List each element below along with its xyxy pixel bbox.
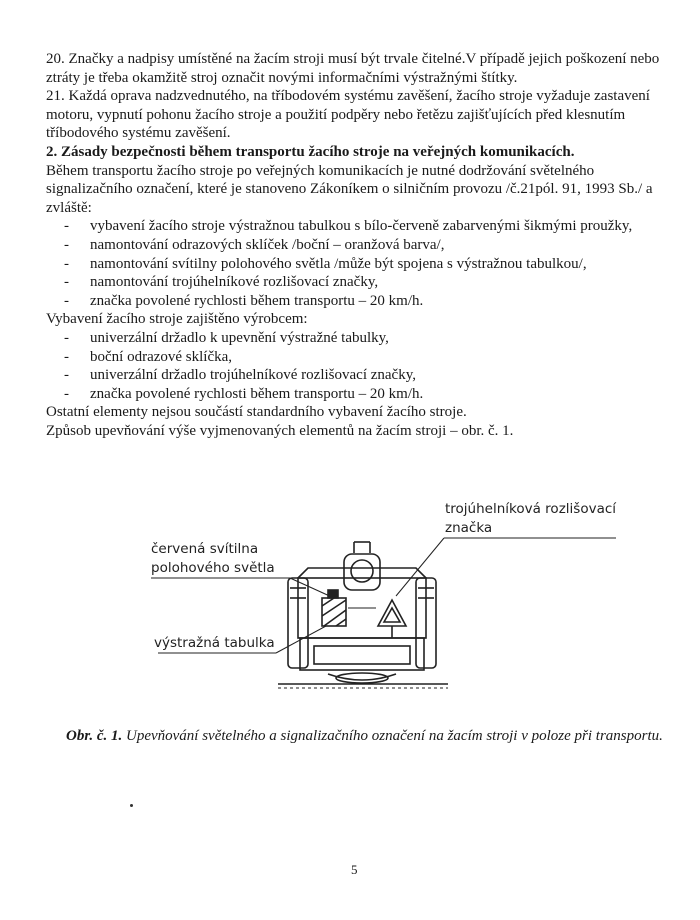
label-triangle-sign-line-2: značka [445, 520, 493, 536]
equipment-intro: Vybavení žacího stroje zajištěno výrobcem: [46, 311, 308, 328]
closing-line-1: Ostatní elementy nejsou součástí standardního vybavení žacího stroje. [46, 404, 467, 421]
mower-drawing [148, 498, 648, 713]
list-item: - boční odrazové sklíčka, [46, 348, 666, 367]
equipment-list [46, 329, 666, 403]
intro-paragraph: Během transportu žacího stroje po veřejných komunikacích je nutné dodržování světelného signalizačního označení, které je stanoveno Zákoníkem o silničním provozu /č.21pól. 91, 1993 Sb./ a zvláště: [46, 162, 653, 216]
list-item: - značka povolené rychlosti během transportu – 20 km/h. [46, 292, 666, 311]
document-body [46, 50, 666, 440]
label-triangle-sign-line-1: trojúhelníková rozlišovací [445, 501, 617, 517]
stray-dot [130, 804, 133, 807]
paragraph-21: 21. Každá oprava nadzvednutého, na tříbodovém systému zavěšení, žacího stroje vyžaduje zastavení motoru, vypnutí pohonu žacího stroje a použití podpěry nebo řetězu zajišťujících před klesnutím tříbodového systému zavěšení. [46, 88, 650, 142]
section-heading: 2. Zásady bezpečnosti během transportu žacího stroje na veřejných komunikacích. [46, 143, 575, 160]
label-red-lamp-line-1: červená svítilna [151, 541, 259, 557]
list-item: - namontování trojúhelníkové rozlišovací značky, [46, 273, 666, 292]
list-item: - univerzální držadlo trojúhelníkové rozlišovací značky, [46, 366, 666, 385]
page-number: 5 [351, 862, 358, 877]
list-item: - namontování svítilny polohového světla /může být spojena s výstražnou tabulkou/, [46, 255, 666, 274]
closing-line-2: Způsob upevňování výše vyjmenovaných elementů na žacím stroji – obr. č. 1. [46, 422, 514, 439]
paragraph-20: 20. Značky a nadpisy umístěné na žacím stroji musí být trvale čitelné.V případě jejich poškození nebo ztráty je třeba okamžitě stroj označit novými informačními výstražnými štítky. [46, 51, 660, 86]
list-item: - univerzální držadlo k upevnění výstražné tabulky, [46, 329, 666, 348]
label-red-lamp-line-2: polohového světla [151, 560, 275, 576]
figure-1 [148, 498, 648, 713]
label-warning-board: výstražná tabulka [154, 635, 275, 651]
figure-caption [66, 727, 666, 746]
list-item: - značka povolené rychlosti během transportu – 20 km/h. [46, 385, 666, 404]
list-item: - namontování odrazových sklíček /boční – oranžová barva/, [46, 236, 666, 255]
requirements-list [46, 217, 666, 310]
caption-text: Upevňování světelného a signalizačního označení na žacím stroji v poloze při transportu. [126, 728, 663, 744]
list-item: - vybavení žacího stroje výstražnou tabulkou s bílo-červeně zabarvenými šikmými proužky, [46, 217, 666, 236]
caption-number: Obr. č. 1. [66, 728, 123, 744]
